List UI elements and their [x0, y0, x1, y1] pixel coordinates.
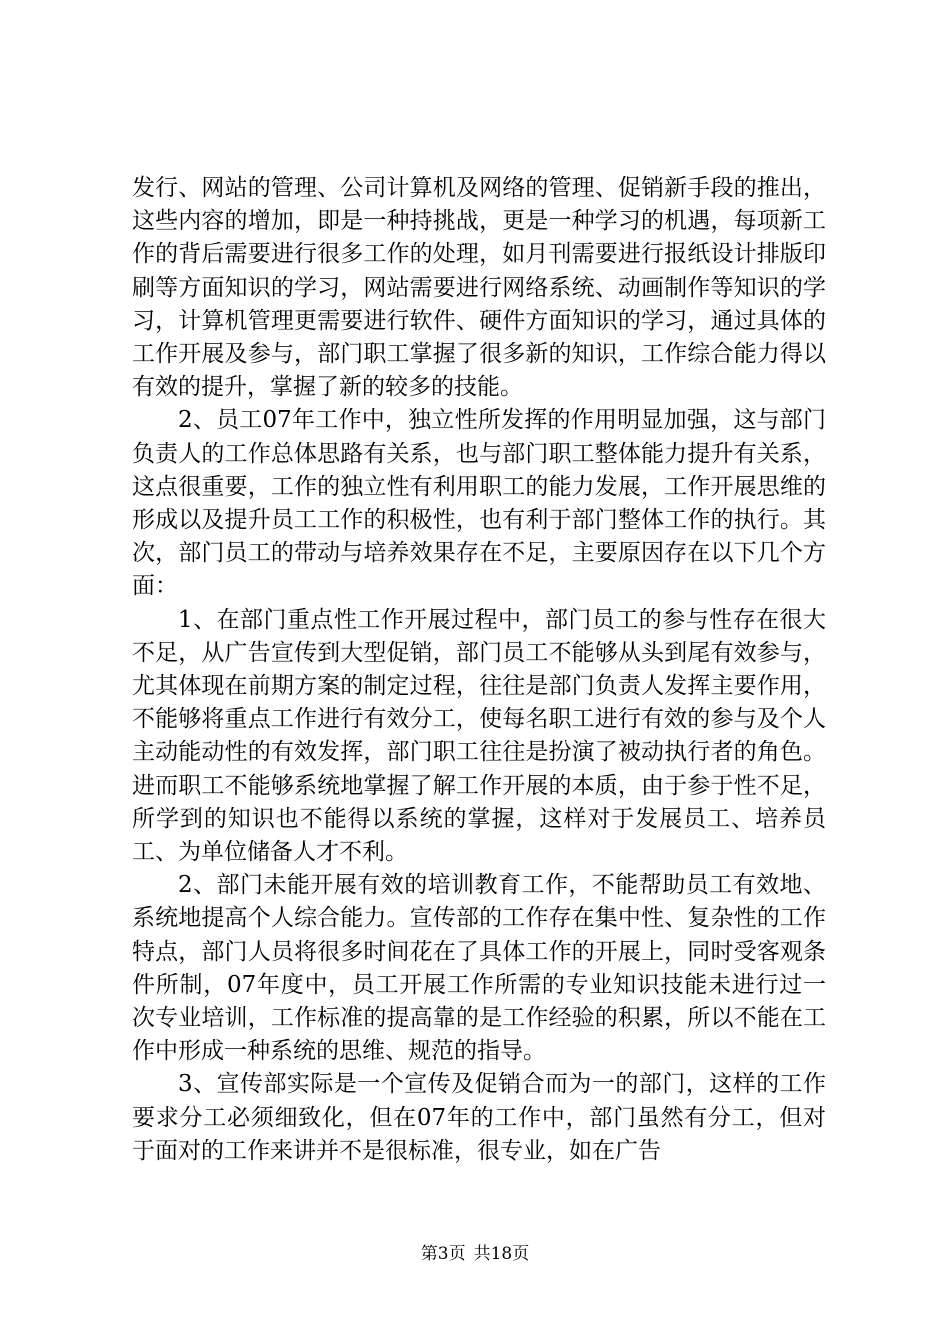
page-footer	[0, 1243, 950, 1265]
paragraph-item-3-division: 3、宣传部实际是一个宣传及促销合而为一的部门，这样的工作要求分工必须细致化，但在07年的工作中，部门虽然有分工，但对于面对的工作来讲并不是很标准，很专业，如在广告	[132, 1071, 826, 1164]
paragraph-item-2-independence: 2、员工07年工作中，独立性所发挥的作用明显加强，这与部门负责人的工作总体思路有关系，也与部门职工整体能力提升有关系，这点很重要，工作的独立性有利用职工的能力发展，工作开展思维的形成以及提升员工工作的积极性，也有利于部门整体工作的执行。其次，部门员工的带动与培养效果存在不足，主要原因存在以下几个方面：	[132, 407, 826, 600]
page-total: 共18页	[473, 1244, 530, 1264]
paragraph-item-1-participation: 1、在部门重点性工作开展过程中，部门员工的参与性存在很大不足，从广告宣传到大型促销，部门员工不能够从头到尾有效参与，尤其体现在前期方案的制定过程，往往是部门负责人发挥主要作用，不能够将重点工作进行有效分工，使每名职工进行有效的参与及个人主动能动性的有效发挥，部门职工往往是扮演了被动执行者的角色。进而职工不能够系统地掌握了解工作开展的本质，由于参于性不足，所学到的知识也不能得以系统的掌握，这样对于发展员工、培养员工、为单位储备人才不利。	[132, 606, 826, 866]
paragraph-continuation: 发行、网站的管理、公司计算机及网络的管理、促销新手段的推出，这些内容的增加，即是一种持挑战，更是一种学习的机遇，每项新工作的背后需要进行很多工作的处理，如月刊需要进行报纸设计排版印刷等方面知识的学习，网站需要进行网络系统、动画制作等知识的学习，计算机管理更需要进行软件、硬件方面知识的学习，通过具体的工作开展及参与，部门职工掌握了很多新的知识，工作综合能力得以有效的提升，掌握了新的较多的技能。	[132, 175, 826, 401]
document-body	[132, 172, 826, 1168]
page-number: 第3页	[420, 1244, 466, 1264]
paragraph-item-2-training: 2、部门未能开展有效的培训教育工作，不能帮助员工有效地、系统地提高个人综合能力。宣传部的工作存在集中性、复杂性的工作特点，部门人员将很多时间花在了具体工作的开展上，同时受客观条件所制，07年度中，员工开展工作所需的专业知识技能未进行过一次专业培训，工作标准的提高靠的是工作经验的积累，所以不能在工作中形成一种系统的思维、规范的指导。	[132, 872, 826, 1065]
